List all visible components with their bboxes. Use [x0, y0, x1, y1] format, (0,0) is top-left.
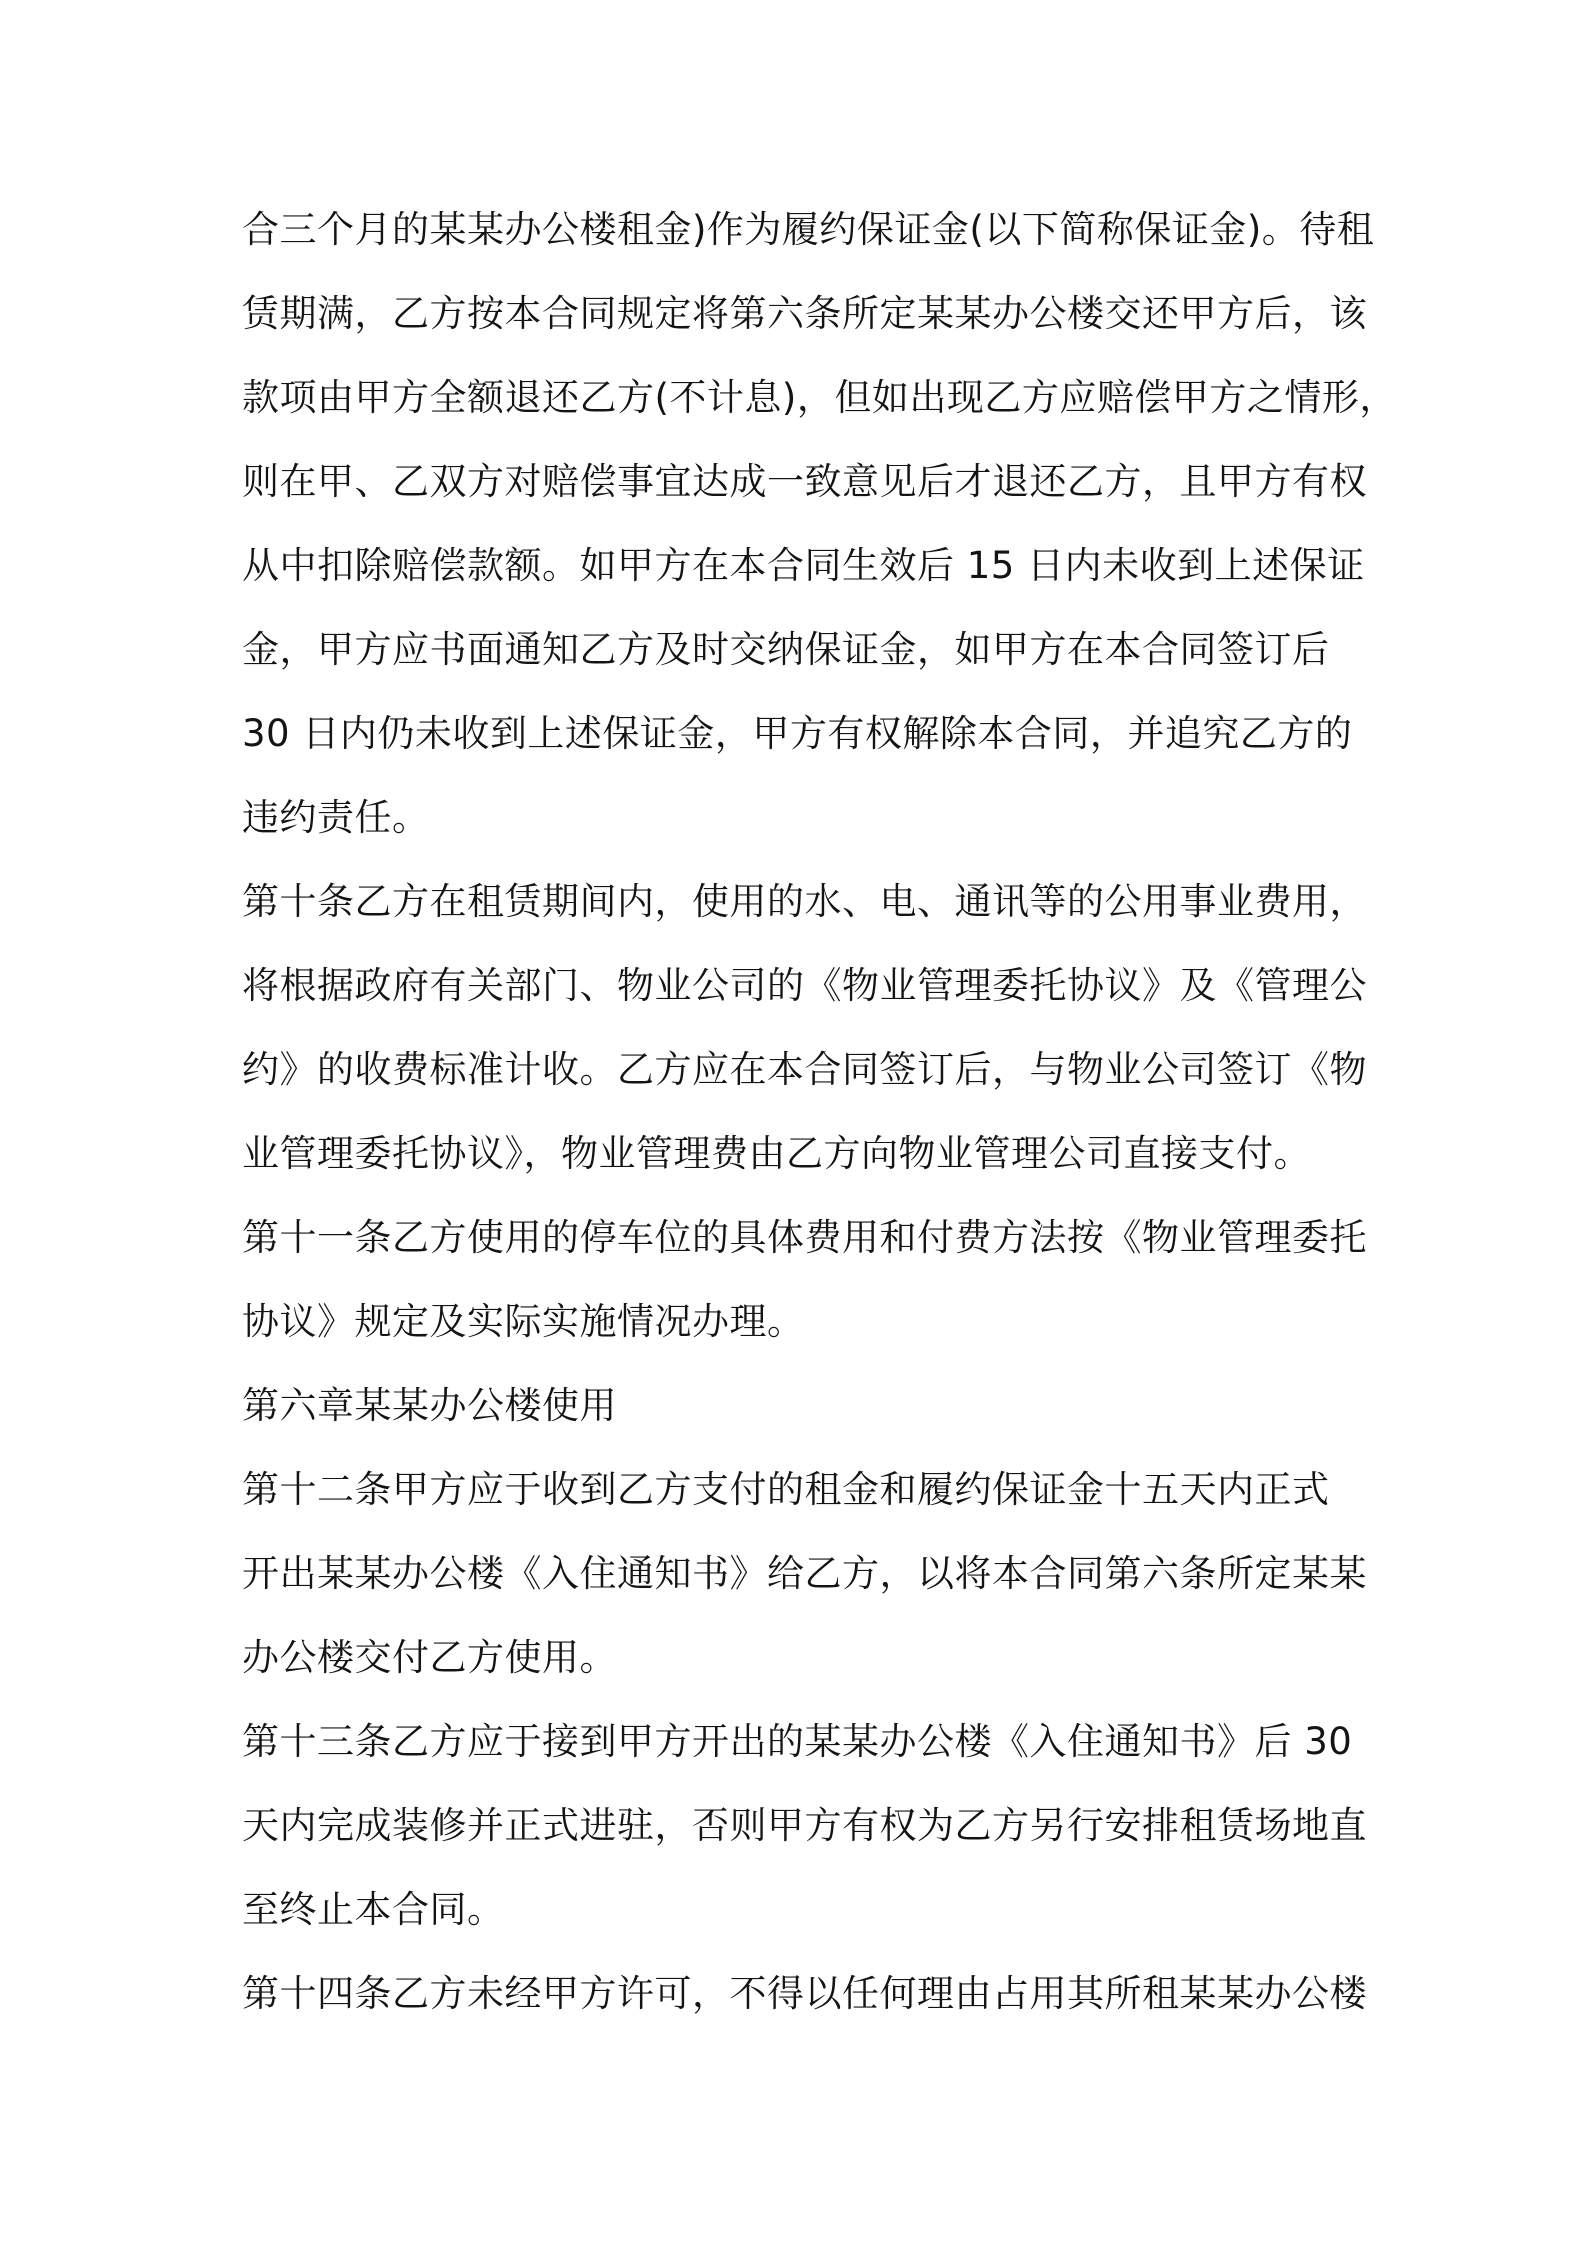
- text-line: 则在甲、乙双方对赔偿事宜达成一致意见后才退还乙方，且甲方有权: [242, 460, 1367, 503]
- text-line: 30 日内仍未收到上述保证金，甲方有权解除本合同，并追究乙方的: [242, 712, 1353, 755]
- text-line: 第十条乙方在租赁期间内，使用的水、电、通讯等的公用事业费用，: [242, 880, 1367, 923]
- text-line: 第十一条乙方使用的停车位的具体费用和付费方法按《物业管理委托: [242, 1216, 1367, 1259]
- text-line: 赁期满，乙方按本合同规定将第六条所定某某办公楼交还甲方后，该: [242, 292, 1367, 335]
- text-line: 业管理委托协议》，物业管理费由乙方向物业管理公司直接支付。: [242, 1132, 1311, 1175]
- text-line: 第十四条乙方未经甲方许可，不得以任何理由占用其所租某某办公楼: [242, 1972, 1367, 2015]
- text-line: 至终止本合同。: [242, 1888, 505, 1931]
- text-line: 金，甲方应书面通知乙方及时交纳保证金，如甲方在本合同签订后: [242, 628, 1330, 671]
- text-line: 第十三条乙方应于接到甲方开出的某某办公楼《入住通知书》后 30: [242, 1720, 1353, 1763]
- text-line: 第十二条甲方应于收到乙方支付的租金和履约保证金十五天内正式: [242, 1468, 1330, 1511]
- text-line: 将根据政府有关部门、物业公司的《物业管理委托协议》及《管理公: [242, 964, 1367, 1007]
- text-line: 款项由甲方全额退还乙方(不计息)，但如出现乙方应赔偿甲方之情形，: [242, 376, 1397, 419]
- text-line: 协议》规定及实际实施情况办理。: [242, 1300, 805, 1343]
- text-line: 约》的收费标准计收。乙方应在本合同签订后，与物业公司签订《物: [242, 1048, 1367, 1091]
- text-line: 合三个月的某某办公楼租金)作为履约保证金(以下简称保证金)。待租: [242, 208, 1375, 251]
- text-line: 办公楼交付乙方使用。: [242, 1636, 617, 1679]
- text-line: 天内完成装修并正式进驻，否则甲方有权为乙方另行安排租赁场地直: [242, 1804, 1367, 1847]
- chapter-heading: 第六章某某办公楼使用: [242, 1384, 617, 1427]
- text-line: 开出某某办公楼《入住通知书》给乙方，以将本合同第六条所定某某: [242, 1552, 1367, 1595]
- text-line: 违约责任。: [242, 796, 430, 839]
- text-line: 从中扣除赔偿款额。如甲方在本合同生效后 15 日内未收到上述保证: [242, 544, 1365, 587]
